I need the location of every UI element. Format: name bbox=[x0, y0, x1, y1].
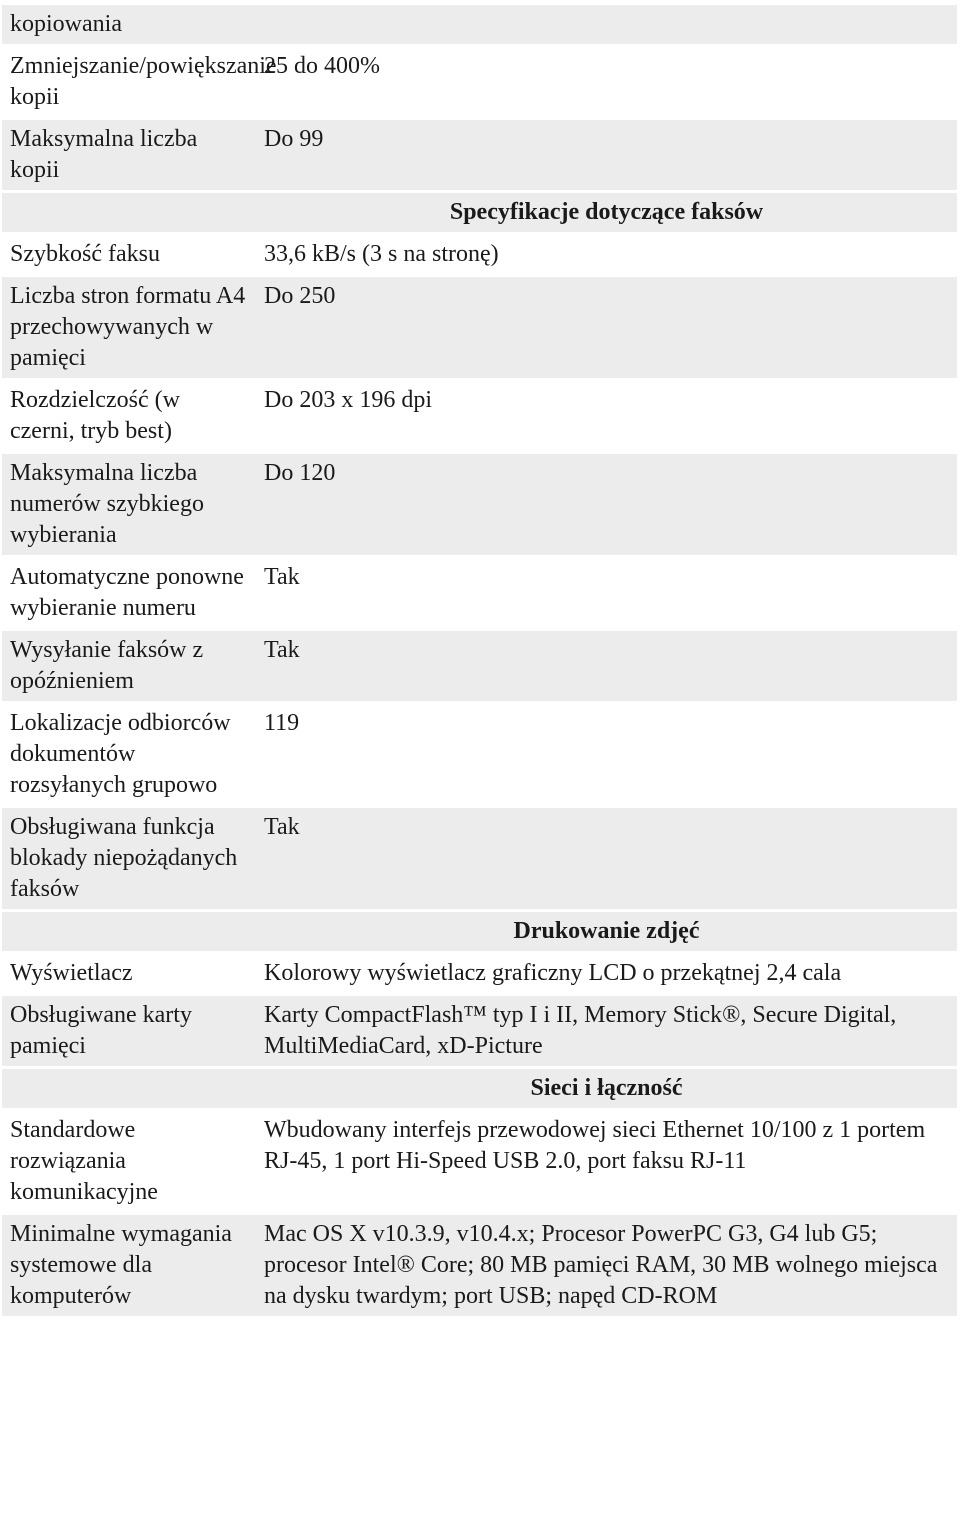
spec-label: Maksymalna liczba kopii bbox=[2, 120, 256, 190]
spec-value: Do 120 bbox=[256, 454, 957, 555]
spec-row bbox=[2, 1215, 957, 1316]
spec-row bbox=[2, 704, 957, 805]
spec-value: Karty CompactFlash™ typ I i II, Memory Stick®, Secure Digital, MultiMediaCard, xD-Picture bbox=[256, 996, 957, 1066]
section-header-row bbox=[2, 193, 957, 232]
spec-value bbox=[256, 5, 957, 44]
spec-row bbox=[2, 808, 957, 909]
spec-value: Tak bbox=[264, 564, 300, 590]
section-header-spacer bbox=[2, 912, 256, 951]
spec-value: Wbudowany interfejs przewodowej sieci Ethernet 10/100 z 1 portem RJ-45, 1 port Hi-Speed USB 2.0, port faksu RJ-11 bbox=[264, 1117, 926, 1174]
spec-label: Zmniejszanie/powiększanie kopii bbox=[10, 53, 277, 110]
spec-value: 119 bbox=[264, 710, 300, 736]
spec-value: 33,6 kB/s (3 s na stronę) bbox=[264, 241, 499, 267]
spec-value: 25 do 400% bbox=[264, 53, 380, 79]
spec-label: Minimalne wymagania systemowe dla komputerów bbox=[2, 1215, 256, 1316]
section-header: Specyfikacje dotyczące faksów bbox=[256, 193, 957, 232]
spec-row bbox=[2, 235, 957, 274]
spec-value: Tak bbox=[256, 631, 957, 701]
spec-value: Tak bbox=[256, 808, 957, 909]
section-header-spacer bbox=[2, 1069, 256, 1108]
spec-row bbox=[2, 454, 957, 555]
spec-row bbox=[2, 631, 957, 701]
spec-label: Obsługiwana funkcja blokady niepożądanych faksów bbox=[2, 808, 256, 909]
spec-row bbox=[2, 47, 957, 117]
spec-label: Obsługiwane karty pamięci bbox=[2, 996, 256, 1066]
spec-row bbox=[2, 5, 957, 44]
spec-label: Rozdzielczość (w czerni, tryb best) bbox=[10, 387, 180, 444]
spec-value: Kolorowy wyświetlacz graficzny LCD o przekątnej 2,4 cala bbox=[264, 960, 842, 986]
spec-label: Wyświetlacz bbox=[10, 960, 133, 986]
spec-label: Liczba stron formatu A4 przechowywanych w pamięci bbox=[2, 277, 256, 378]
spec-value: Do 99 bbox=[256, 120, 957, 190]
spec-row bbox=[2, 558, 957, 628]
spec-label: Szybkość faksu bbox=[10, 241, 160, 267]
section-header-row bbox=[2, 912, 957, 951]
spec-label: Maksymalna liczba numerów szybkiego wybierania bbox=[2, 454, 256, 555]
spec-row bbox=[2, 277, 957, 378]
spec-label: Wysyłanie faksów z opóźnieniem bbox=[2, 631, 256, 701]
spec-row bbox=[2, 381, 957, 451]
spec-label: Automatyczne ponowne wybieranie numeru bbox=[10, 564, 244, 621]
section-header-row bbox=[2, 1069, 957, 1108]
spec-row bbox=[2, 996, 957, 1066]
spec-row bbox=[2, 1111, 957, 1212]
spec-value: Do 250 bbox=[256, 277, 957, 378]
section-header-spacer bbox=[2, 193, 256, 232]
spec-label: Standardowe rozwiązania komunikacyjne bbox=[10, 1117, 158, 1205]
spec-row bbox=[2, 954, 957, 993]
section-header: Drukowanie zdjęć bbox=[256, 912, 957, 951]
section-header: Sieci i łączność bbox=[256, 1069, 957, 1108]
spec-row bbox=[2, 120, 957, 190]
spec-table bbox=[2, 2, 957, 1319]
spec-value: Mac OS X v10.3.9, v10.4.x; Procesor PowerPC G3, G4 lub G5; procesor Intel® Core; 80 MB pamięci RAM, 30 MB wolnego miejsca na dysku twardym; port USB; napęd CD-ROM bbox=[256, 1215, 957, 1316]
spec-value: Do 203 x 196 dpi bbox=[264, 387, 432, 413]
spec-label: kopiowania bbox=[2, 5, 256, 44]
spec-label: Lokalizacje odbiorców dokumentów rozsyłanych grupowo bbox=[10, 710, 231, 798]
spec-table-body bbox=[2, 5, 957, 1316]
